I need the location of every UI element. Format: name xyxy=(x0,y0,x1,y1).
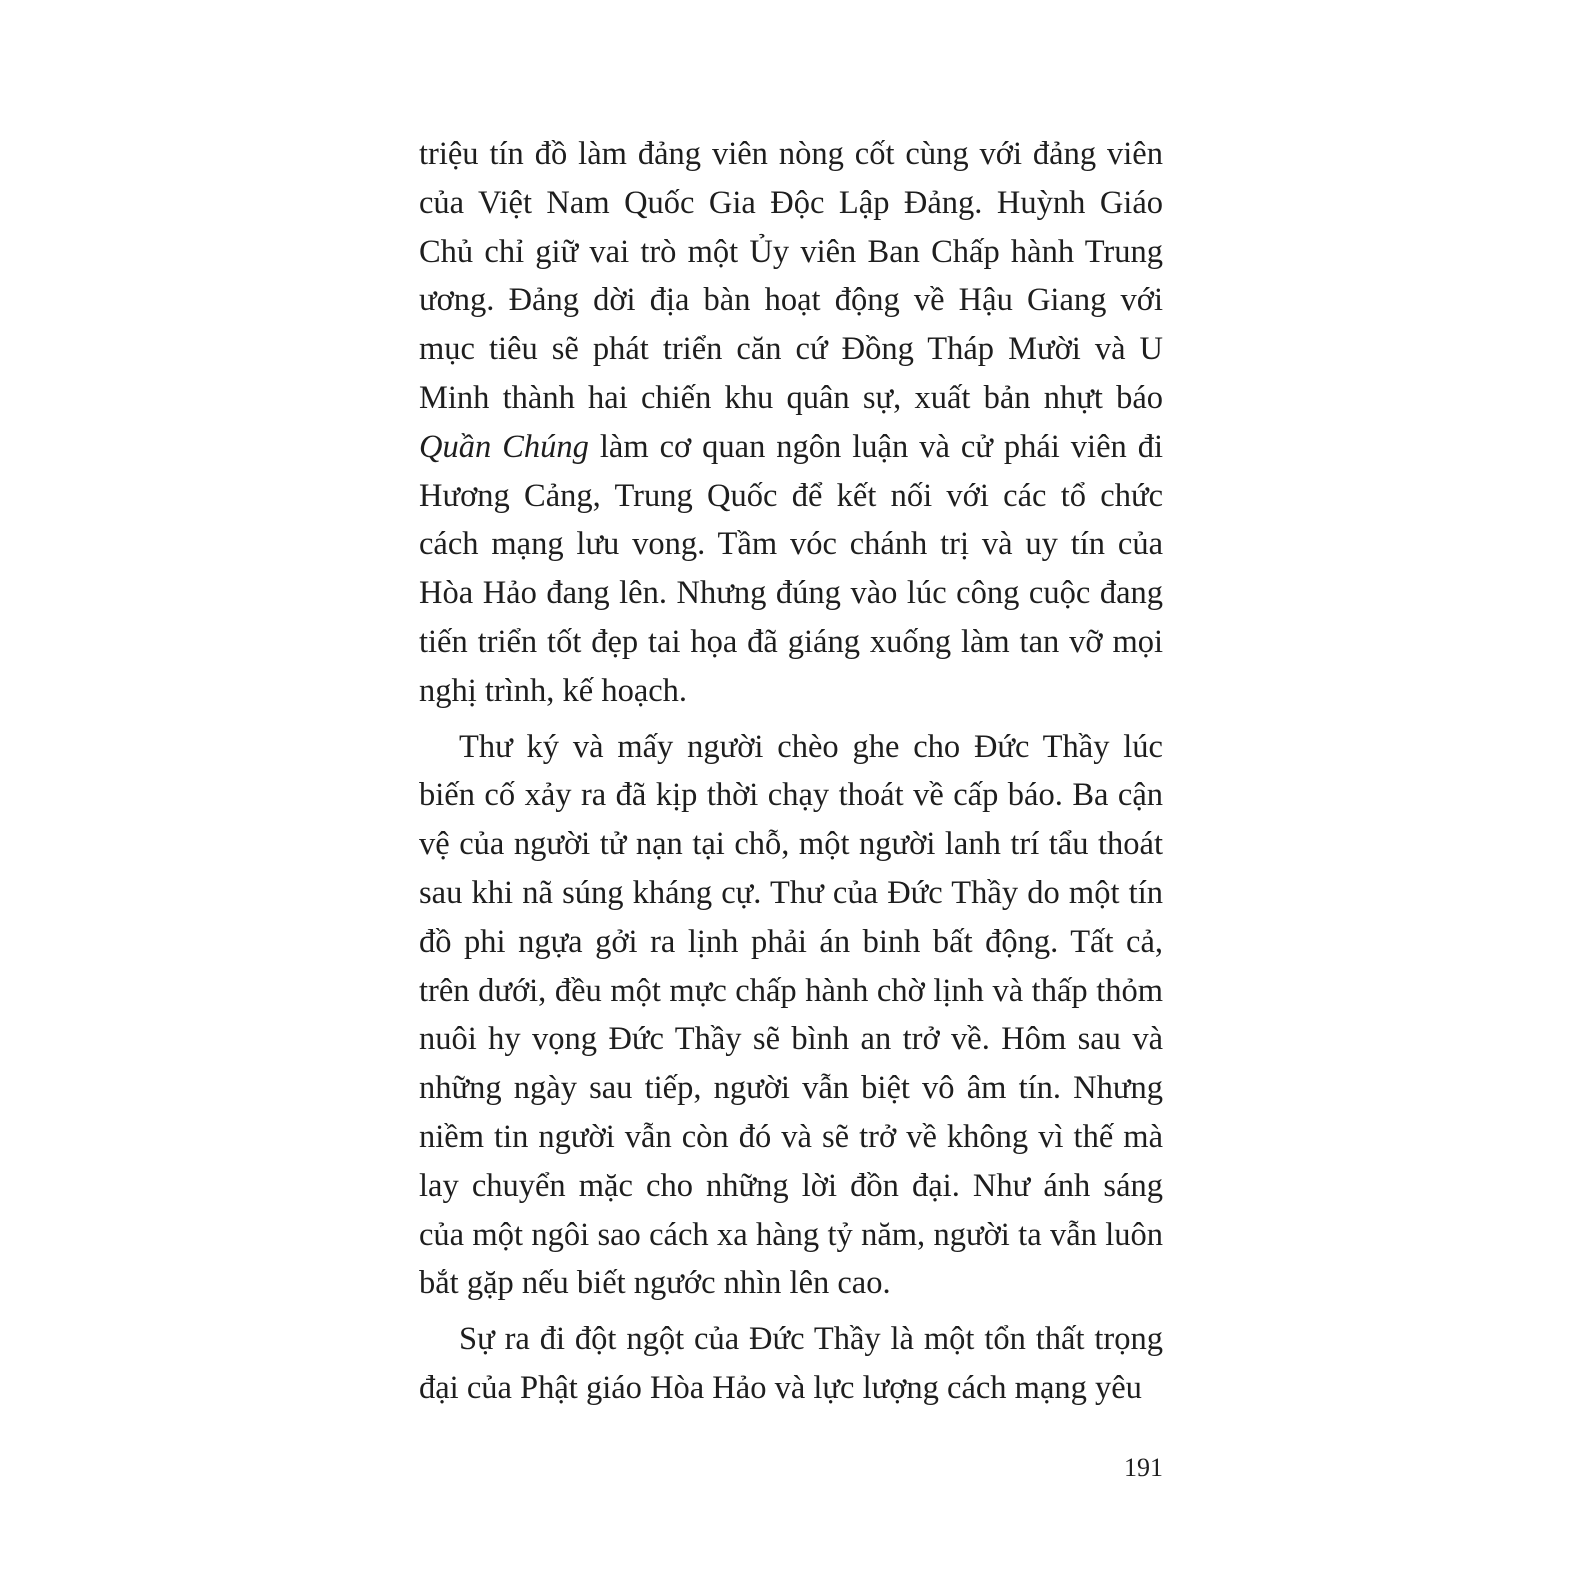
newspaper-title: Quần Chúng xyxy=(419,428,589,465)
body-text xyxy=(419,130,1163,1413)
paragraph-1 xyxy=(419,130,1163,716)
paragraph-2: Thư ký và mấy người chèo ghe cho Đức Thầy lúc biến cố xảy ra đã kịp thời chạy thoát về cấp báo. Ba cận vệ của người tử nạn tại chỗ, một người lanh trí tẩu thoát sau khi nã súng kháng cự. Thư của Đức Thầy do một tín đồ phi ngựa gởi ra lịnh phải án binh bất động. Tất cả, trên dưới, đều một mực chấp hành chờ lịnh và thấp thỏm nuôi hy vọng Đức Thầy sẽ bình an trở về. Hôm sau và những ngày sau tiếp, người vẫn biệt vô âm tín. Nhưng niềm tin người vẫn còn đó và sẽ trở về không vì thế mà lay chuyển mặc cho những lời đồn đại. Như ánh sáng của một ngôi sao cách xa hàng tỷ năm, người ta vẫn luôn bắt gặp nếu biết ngước nhìn lên cao. xyxy=(419,728,1163,1302)
page-number: 191 xyxy=(1124,1453,1163,1482)
paragraph-1-text-before: triệu tín đồ làm đảng viên nòng cốt cùng với đảng viên của Việt Nam Quốc Gia Độc Lập Đảng. Huỳnh Giáo Chủ chỉ giữ vai trò một Ủy viên Ban Chấp hành Trung ương. Đảng dời địa bàn hoạt động về Hậu Giang với mục tiêu sẽ phát triển căn cứ Đồng Tháp Mười và U Minh thành hai chiến khu quân sự, xuất bản nhựt báo xyxy=(419,136,1163,416)
paragraph-3: Sự ra đi đột ngột của Đức Thầy là một tổn thất trọng đại của Phật giáo Hòa Hảo và lực lượng cách mạng yêu xyxy=(419,1321,1163,1406)
paragraph-1-text-after: làm cơ quan ngôn luận và cử phái viên đi Hương Cảng, Trung Quốc để kết nối với các tổ chức cách mạng lưu vong. Tầm vóc chánh trị và uy tín của Hòa Hảo đang lên. Nhưng đúng vào lúc công cuộc đang tiến triển tốt đẹp tai họa đã giáng xuống làm tan vỡ mọi nghị trình, kế hoạch. xyxy=(419,428,1163,709)
